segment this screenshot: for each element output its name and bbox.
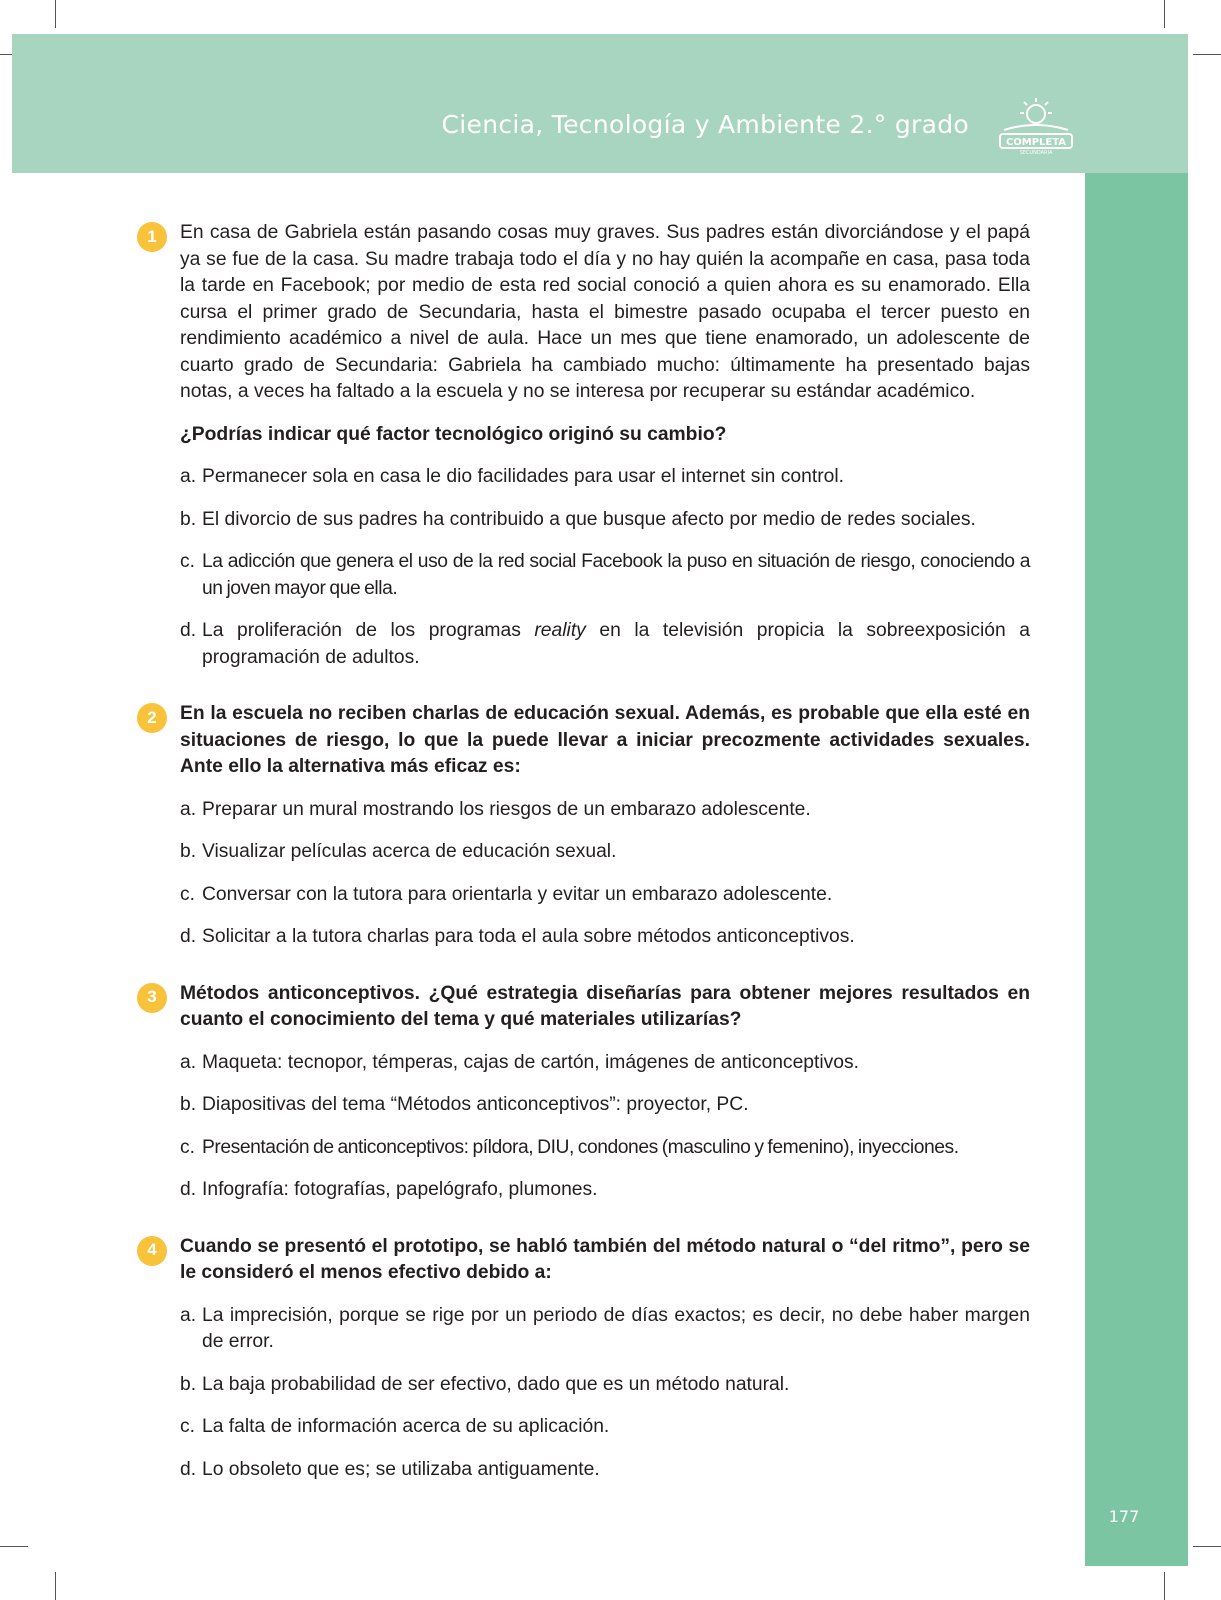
option-text: El divorcio de sus padres ha contribuido a que busque afecto por medio de redes sociales.	[202, 508, 976, 530]
option-text: La baja probabilidad de ser efectivo, dado que es un método natural.	[202, 1373, 790, 1395]
question-stem: Métodos anticonceptivos. ¿Qué estrategia diseñarías para obtener mejores resultados en cuanto el conocimiento del tema y qué materiales utilizarías?	[180, 982, 1030, 1030]
option-text: Lo obsoleto que es; se utilizaba antiguamente.	[202, 1458, 600, 1480]
worksheet-content	[147, 220, 1030, 1483]
question-1	[147, 220, 1030, 671]
answer-option-b[interactable]	[180, 507, 1030, 534]
option-letter: b.	[180, 841, 197, 862]
option-letter: d.	[180, 1179, 197, 1200]
page-header-title: Ciencia, Tecnología y Ambiente 2.° grado	[441, 110, 969, 139]
option-text-italic: reality	[534, 620, 586, 641]
answer-option-b[interactable]	[180, 1372, 1030, 1399]
crop-mark-bottom-right-h	[1193, 1546, 1221, 1547]
answer-option-d[interactable]	[180, 1457, 1030, 1484]
option-text: Visualizar películas acerca de educación sexual.	[202, 841, 617, 862]
answer-option-a[interactable]	[180, 797, 1030, 824]
option-text: Solicitar a la tutora charlas para toda el aula sobre métodos anticonceptivos.	[202, 926, 855, 947]
question-number-badge: 2	[137, 703, 167, 733]
option-text: La adicción que genera el uso de la red social Facebook la puso en situación de riesgo, conociendo a un joven mayor que ella.	[202, 551, 1030, 599]
question-2	[147, 701, 1030, 951]
question-stem: Cuando se presentó el prototipo, se habló también del método natural o “del ritmo”, pero se le consideró el menos efectivo debido a:	[180, 1235, 1030, 1283]
option-text: Presentación de anticonceptivos: píldora, DIU, condones (masculino y femenino), inyecciones.	[202, 1136, 959, 1158]
option-text-part: en la televisión propicia la sobreexposición a programación de adultos.	[202, 620, 1030, 668]
question-stem: En la escuela no reciben charlas de educación sexual. Además, es probable que ella esté en situaciones de riesgo, lo que la puede llevar a iniciar precozmente actividades sexuales. Ante ello la alternativa más eficaz es:	[180, 703, 1030, 777]
answer-option-b[interactable]	[180, 1092, 1030, 1119]
answer-option-d[interactable]	[180, 618, 1030, 671]
question-number-badge: 4	[137, 1236, 167, 1266]
page-number: 177	[1108, 1507, 1140, 1526]
crop-mark-bottom-left-v	[55, 1572, 56, 1600]
option-letter: b.	[180, 1373, 197, 1395]
svg-text:COMPLETA: COMPLETA	[1005, 137, 1067, 148]
answer-option-c[interactable]	[180, 1135, 1030, 1162]
option-text: Conversar con la tutora para orientarla y evitar un embarazo adolescente.	[202, 883, 833, 905]
answer-option-a[interactable]	[180, 464, 1030, 491]
option-letter: a.	[180, 1051, 197, 1073]
crop-mark-top-left-v	[55, 0, 56, 28]
option-text: Maqueta: tecnopor, témperas, cajas de cartón, imágenes de anticonceptivos.	[202, 1051, 860, 1073]
option-letter: d.	[180, 1458, 197, 1480]
option-text: Permanecer sola en casa le dio facilidades para usar el internet sin control.	[202, 466, 844, 487]
svg-text:SECUNDARIA: SECUNDARIA	[1019, 150, 1053, 156]
crop-mark-bottom-left-h	[0, 1546, 28, 1547]
answer-option-a[interactable]	[180, 1050, 1030, 1077]
answer-option-b[interactable]	[180, 839, 1030, 866]
side-band	[1085, 173, 1188, 1566]
answer-option-d[interactable]	[180, 1177, 1030, 1204]
option-text: La imprecisión, porque se rige por un periodo de días exactos; es decir, no debe haber margen de error.	[202, 1304, 1030, 1352]
option-letter: c.	[180, 1136, 195, 1158]
question-4	[147, 1234, 1030, 1484]
option-letter: c.	[180, 551, 195, 572]
option-letter: d.	[180, 926, 197, 947]
crop-mark-top-right-h	[1193, 54, 1221, 55]
question-number-badge: 3	[137, 983, 167, 1013]
answer-option-a[interactable]	[180, 1303, 1030, 1356]
option-text: La falta de información acerca de su aplicación.	[202, 1416, 610, 1437]
answer-option-c[interactable]	[180, 882, 1030, 909]
question-prompt: ¿Podrías indicar qué factor tecnológico originó su cambio?	[180, 423, 727, 445]
question-3	[147, 981, 1030, 1204]
option-letter: a.	[180, 1304, 197, 1326]
option-letter: c.	[180, 883, 195, 905]
option-text: Infografía: fotografías, papelógrafo, plumones.	[202, 1179, 598, 1200]
option-letter: d.	[180, 620, 197, 641]
question-stem: En casa de Gabriela están pasando cosas muy graves. Sus padres están divorciándose y el papá ya se fue de la casa. Su madre trabaja todo el día y no hay quién la acompañe en casa, pasa toda la tarde en Facebook; por medio de esta red social conoció a quien ahora es su enamorado. Ella cursa el primer grado de Secundaria, hasta el bimestre pasado ocupaba el tercer puesto en rendimiento académico a nivel de aula. Hace un mes que tiene enamorado, un adolescente de cuarto grado de Secundaria: Gabriela ha cambiado mucho: últimamente ha presentado bajas notas, a veces ha faltado a la escuela y no se interesa por recuperar su estándar académico.	[180, 222, 1030, 402]
answer-option-c[interactable]	[180, 1414, 1030, 1441]
answer-option-c[interactable]	[180, 549, 1030, 602]
option-text: Preparar un mural mostrando los riesgos de un embarazo adolescente.	[202, 798, 811, 820]
option-letter: a.	[180, 466, 197, 487]
jornada-escolar-completa-logo-icon	[994, 96, 1078, 156]
answer-option-d[interactable]	[180, 924, 1030, 951]
option-letter: c.	[180, 1416, 195, 1437]
question-number-badge: 1	[137, 222, 167, 252]
crop-mark-top-right-v	[1164, 0, 1165, 28]
option-text-part: La proliferación de los programas	[202, 620, 535, 641]
option-text: Diapositivas del tema “Métodos anticonceptivos”: proyector, PC.	[202, 1094, 749, 1115]
option-letter: b.	[180, 508, 197, 530]
option-letter: b.	[180, 1094, 197, 1115]
crop-mark-bottom-right-v	[1164, 1572, 1165, 1600]
option-letter: a.	[180, 798, 197, 820]
